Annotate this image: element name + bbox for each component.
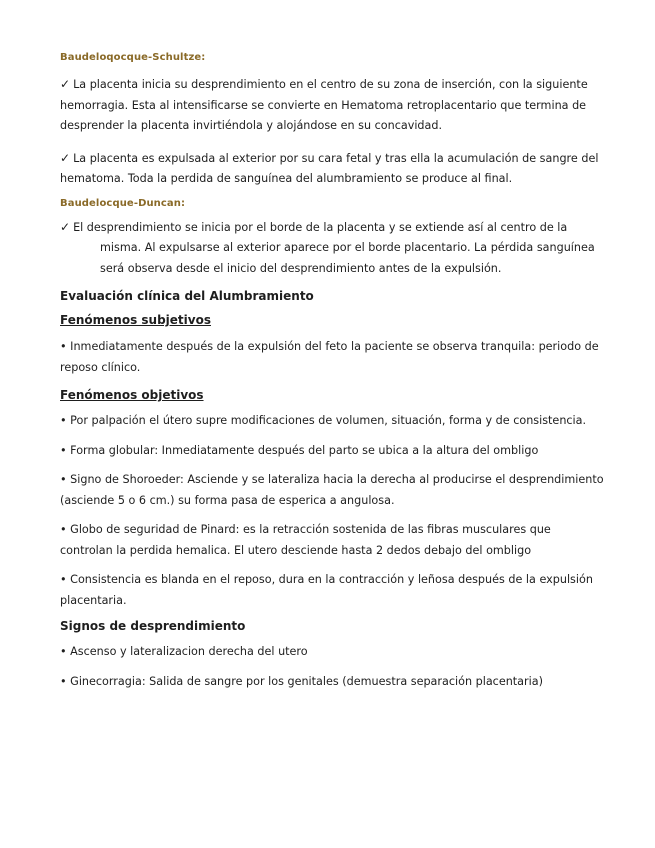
subjective-heading: Fenómenos subjetivos [60,313,211,327]
subjective-item: • Inmediatamente después de la expulsión del feto la paciente se observa tranquila: periodo de reposo clínico. [60,340,599,374]
objective-item-3: • Signo de Shoroeder: Asciende y se lateraliza hacia la derecha al producirse el desprendimiento (asciende 5 o 6 cm.) su forma pasa de esperica a angulosa. [60,473,604,507]
signs-item-1: • Ascenso y lateralizacion derecha del utero [60,645,308,658]
objective-item-4: • Globo de seguridad de Pinard: es la retracción sostenida de las fibras musculares que controlan la perdida hemalica. El utero desciende hasta 2 dedos debajo del ombligo [60,523,551,557]
duncan-paragraph-1 [60,217,605,280]
signs-item-2: • Ginecorragia: Salida de sangre por los genitales (demuestra separación placentaria) [60,674,543,688]
check-icon: ✓ [60,219,71,234]
objective-heading: Fenómenos objetivos [60,388,204,402]
duncan-paragraph-1-text: El desprendimiento se inicia por el borde de la placenta y se extiende así al centro de la misma. Al expulsarse al exterior aparece por el borde placentario. La pérdida sanguínea será observa desde el inicio del desprendimiento antes de la expulsión. [73,220,595,275]
objective-item-2: • Forma globular: Inmediatamente después del parto se ubica a la altura del ombligo [60,443,539,457]
signs-title: Signos de desprendimiento [60,619,246,633]
objective-item-1: • Por palpación el útero supre modificaciones de volumen, situación, forma y de consistencia. [60,414,587,427]
duncan-heading: Baudelocque-Duncan: [60,197,186,209]
check-icon: ✓ [60,77,71,91]
schultze-paragraph-1-text: La placenta inicia su desprendimiento en el centro de su zona de inserción, con la siguiente hemorragia. Esta al intensificarse se convierte en Hematoma retroplacentario que termina de desprender la placenta invirtiéndola y alojándose en su concavidad. [60,78,588,132]
schultze-heading: Baudeloqocque-Schultze: [60,52,206,63]
schultze-paragraph-1 [60,74,605,137]
check-icon: ✓ [60,150,71,165]
schultze-paragraph-2-text: La placenta es expulsada al exterior por su cara fetal y tras ella la acumulación de sangre del hematoma. Toda la perdida de sanguínea del alumbramiento se produce al final. [60,151,599,185]
objective-item-5: • Consistencia es blanda en el reposo, dura en la contracción y leñosa después de la expulsión placentaria. [60,573,593,607]
evaluation-title: Evaluación clínica del Alumbramiento [60,289,314,303]
schultze-paragraph-2 [60,148,605,190]
